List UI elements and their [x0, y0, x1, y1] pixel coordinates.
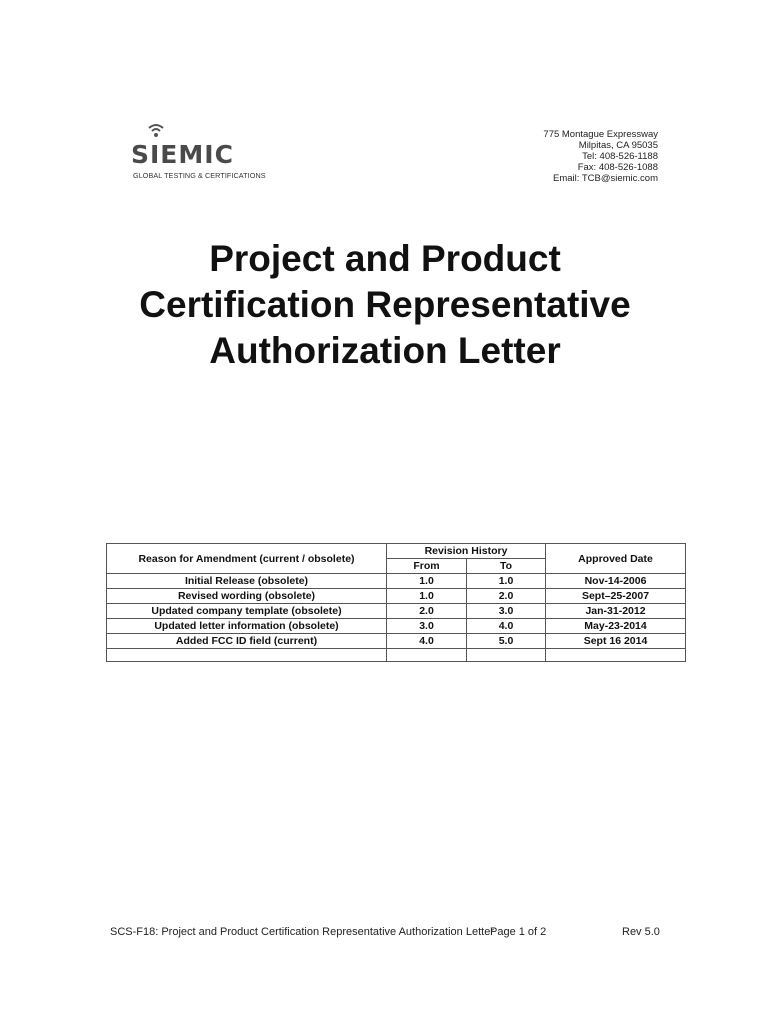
- header-reason: Reason for Amendment (current / obsolete): [107, 544, 387, 574]
- cell-date: Sept 16 2014: [546, 634, 686, 649]
- title-line: Authorization Letter: [209, 330, 561, 371]
- cell-to: 3.0: [467, 604, 546, 619]
- address-city: Milpitas, CA 95035: [578, 140, 658, 151]
- table-row: [107, 634, 686, 649]
- cell-reason: Updated company template (obsolete): [107, 604, 387, 619]
- cell-reason: Added FCC ID field (current): [107, 634, 387, 649]
- table-row: [107, 589, 686, 604]
- address-tel: Tel: 408-526-1188: [582, 151, 658, 162]
- header-revision-history: Revision History: [387, 544, 546, 559]
- table-row: [107, 604, 686, 619]
- cell-date: May-23-2014: [546, 619, 686, 634]
- cell-to: 5.0: [467, 634, 546, 649]
- footer-document-name: SCS-F18: Project and Product Certification Representative Authorization Letter: [110, 926, 494, 938]
- cell-from: 2.0: [387, 604, 467, 619]
- cell-to: 1.0: [467, 574, 546, 589]
- address-email: Email: TCB@siemic.com: [552, 173, 658, 184]
- logo-wordmark: SIEMIC: [131, 140, 234, 169]
- company-address: [543, 129, 658, 184]
- cell-from: 1.0: [387, 589, 467, 604]
- cell-date: Nov-14-2006: [546, 574, 686, 589]
- cell-reason: Revised wording (obsolete): [107, 589, 387, 604]
- document-title: [0, 236, 770, 374]
- logo-tagline: GLOBAL TESTING & CERTIFICATIONS: [133, 171, 266, 180]
- address-street: 775 Montague Expressway: [543, 129, 658, 140]
- signal-wave-icon: [145, 122, 167, 142]
- header-from: From: [387, 559, 467, 574]
- cell-date: Jan-31-2012: [546, 604, 686, 619]
- company-logo: [131, 122, 266, 182]
- cell-from: 3.0: [387, 619, 467, 634]
- cell-to: 4.0: [467, 619, 546, 634]
- cell-reason: Initial Release (obsolete): [107, 574, 387, 589]
- table-row: [107, 619, 686, 634]
- cell-from: 1.0: [387, 574, 467, 589]
- cell-from: 4.0: [387, 634, 467, 649]
- footer-page-number: Page 1 of 2: [490, 926, 547, 938]
- address-fax: Fax: 408-526-1088: [577, 162, 658, 173]
- cell-to: 2.0: [467, 589, 546, 604]
- cell-date: Sept–25-2007: [546, 589, 686, 604]
- revision-history-table: [106, 543, 686, 662]
- cell-reason: Updated letter information (obsolete): [107, 619, 387, 634]
- header-to: To: [467, 559, 546, 574]
- table-row: [107, 574, 686, 589]
- footer-revision: Rev 5.0: [622, 926, 660, 938]
- table-row-empty: [107, 649, 686, 662]
- header-approved-date: Approved Date: [546, 544, 686, 574]
- title-line: Certification Representative: [139, 284, 631, 325]
- title-line: Project and Product: [209, 238, 561, 279]
